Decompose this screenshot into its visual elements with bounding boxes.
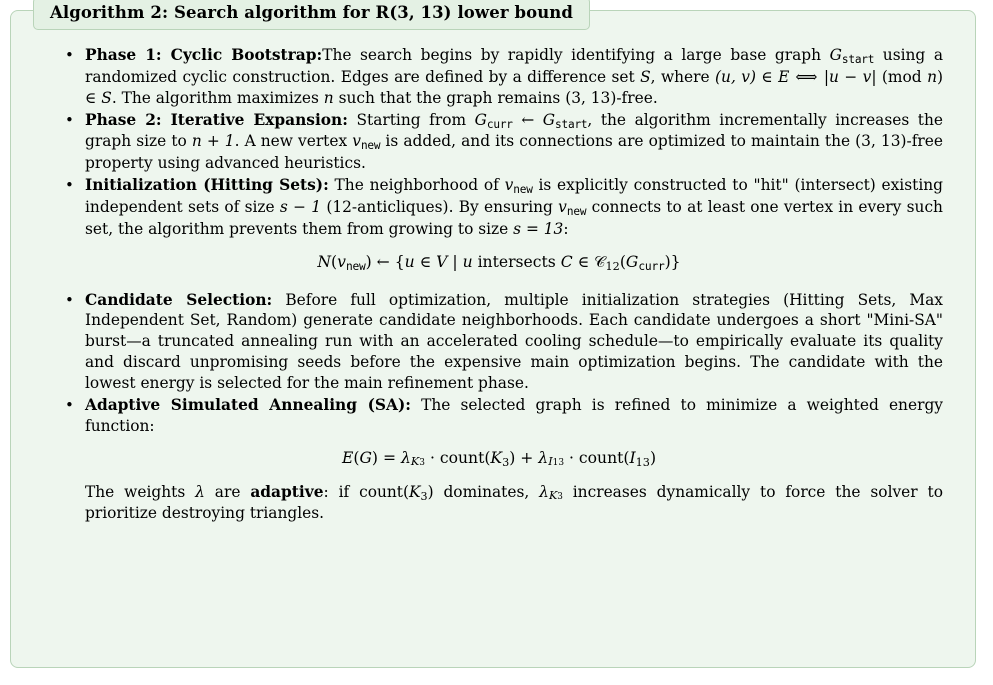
phase-2-text-2: ← (512, 110, 543, 129)
equation-energy: $E(G) = \lambda_{K3}$ · $count(K_3) + \lambda_{I13}$ · $count(I_{13})$ (341, 448, 657, 469)
symbol-n-2: n (323, 88, 334, 107)
initialization-text-5: : (563, 219, 569, 238)
symbol-k-subscript: 3 (420, 489, 428, 503)
initialization-text-1: The neighborhood of (328, 176, 505, 195)
phase-2-text-6: -free property using advanced heuristics. (85, 132, 944, 173)
symbol-v-new-2: v (504, 176, 514, 195)
symbol-v-new-3-subscript: new (566, 204, 587, 218)
adaptive-sa-text: The selected graph is refined to minimize a weighted energy function: (85, 395, 943, 435)
algorithm-title (33, 0, 590, 30)
algorithm-title-args: (3, 13) (389, 3, 452, 22)
candidate-selection-heading: Candidate Selection: (85, 290, 273, 309)
symbol-n: n (927, 67, 937, 86)
initialization-text-2: is explicitly constructed to "hit" (intersect) existing independent sets of size (85, 176, 944, 216)
list-item-initialization (85, 175, 943, 274)
symbol-g-subscript: start (841, 52, 875, 66)
phase-1-text-8: . The algorithm maximizes (111, 88, 324, 107)
candidate-selection-text: Before full optimization, multiple initialization strategies (Hitting Sets, Max Independent Set, Random) generate candidate neighborhoods. Each candidate undergoes a short "Mini-SA" burst—a truncated annealing run with an accelerated cooling schedule—to empirically evaluate its quality and discard unpromising seeds before the expensive main optimization begins. The candidate with the lowest energy is selected for the main refinement phase. (85, 290, 943, 392)
algorithm-title-suffix: lower bound (451, 3, 574, 22)
initialization-text-4: connects to at least one vertex in every such set, the algorithm prevents them from growing to size (85, 197, 943, 238)
list-item-phase-2 (85, 110, 943, 174)
symbol-g-curr: G (474, 110, 487, 129)
phase-1-text-4: ∈ (755, 67, 779, 86)
symbol-v-new-2-subscript: new (513, 182, 533, 196)
adaptive-sa-heading: Adaptive Simulated Annealing (SA): (85, 395, 411, 414)
closing-bold-adaptive: adaptive (250, 482, 324, 501)
list-item-candidate-selection (85, 290, 943, 394)
phase-2-heading: Phase 2: Iterative Expansion: (85, 110, 348, 129)
phase-2-text-3: , the algorithm incrementally increases the graph size to (85, 110, 943, 151)
phase-1-text-10: -free. (616, 88, 658, 107)
symbol-g-start-subscript: start (555, 117, 588, 131)
symbol-s-equals-13: s = 13 (513, 219, 564, 238)
algorithm-title-symbol: R (375, 3, 390, 22)
initialization-text-3: (12-anticliques). By ensuring (321, 197, 559, 216)
phase-1-text-1: The search begins by rapidly identifying a large base graph (322, 46, 830, 64)
closing-text-5: increases dynamically to force the solver to prioritize destroying triangles. (85, 482, 943, 523)
symbol-s-minus-1: s − 1 (279, 197, 322, 216)
phase-1-text-3: , where (650, 67, 716, 86)
symbol-g: G (829, 46, 842, 64)
symbol-uv-pair: (u, v) (715, 67, 756, 86)
phase-1-heading: Phase 1: Cyclic Bootstrap: (85, 46, 323, 64)
symbol-s-2: S (101, 88, 112, 107)
symbol-k: K (409, 482, 421, 501)
phase-2-text-5: is added, and its connections are optimized to maintain the (380, 132, 856, 151)
symbol-g-curr-subscript: curr (486, 117, 513, 131)
closing-text-2: are (204, 482, 251, 501)
closing-text-3: : if count( (323, 482, 409, 501)
phase-2-text-4: . A new vertex (234, 132, 353, 151)
list-item-adaptive-sa (85, 395, 943, 470)
phase-1-text-9: such that the graph remains (333, 88, 566, 107)
algorithm-box (10, 3, 976, 668)
closing-paragraph: The weights λ are adaptive: if $count(K_3)$ dominates, $\lambda_{K3}$ increases dynamically to force the solver to prioritize destroying triangles. (85, 482, 943, 523)
phase-1-text-2: using a randomized cyclic construction. Edges are defined by a difference set (85, 46, 944, 86)
list-item-phase-1 (85, 45, 943, 109)
algorithm-step-list (11, 45, 977, 470)
symbol-abs-u-minus-v: |u − v| (823, 67, 877, 86)
symbol-e: E (778, 67, 790, 86)
initialization-heading: Initialization (Hitting Sets): (85, 176, 329, 195)
phase-2-text-1: Starting from (347, 110, 475, 129)
symbol-3-13-b: (3, 13) (855, 132, 907, 151)
symbol-s: S (640, 67, 651, 86)
symbol-v-new-subscript: new (360, 139, 381, 153)
symbol-v-new-3: v (558, 197, 567, 216)
symbol-v-new: v (352, 132, 361, 151)
closing-text-4: ) dominates, (427, 482, 540, 501)
algorithm-content (11, 45, 977, 524)
symbol-g-start: G (542, 110, 556, 129)
symbol-n-plus-1: n + 1 (191, 132, 235, 151)
algorithm-title-prefix: Algorithm 2: Search algorithm for (50, 3, 376, 22)
equation-neighborhood: N(vnew) ← {u ∈ V | u intersects C ∈ 𝒞$_{12}$(Gcurr)} (317, 253, 681, 274)
symbol-lambda-k3: λ (539, 482, 549, 501)
phase-1-text-7: ) ∈ (85, 67, 943, 107)
phase-1-text-6: (mod (876, 67, 928, 86)
closing-text-1: The weights (85, 482, 196, 501)
phase-1-text-5: ⟺ (789, 67, 824, 86)
symbol-3-13: (3, 13) (565, 88, 617, 107)
symbol-lambda: λ (195, 482, 205, 501)
